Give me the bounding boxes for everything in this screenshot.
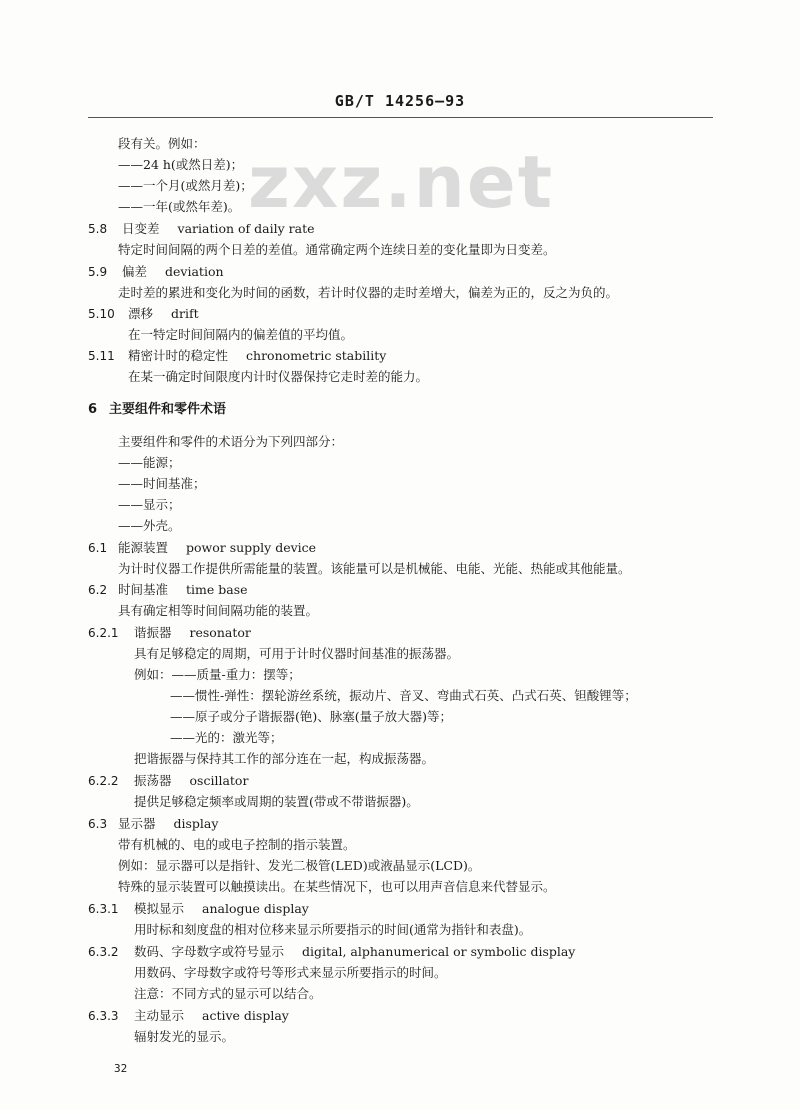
term-heading [122,264,224,280]
term-heading [118,582,248,598]
definition: 具有足够稳定的周期，可用于计时仪器时间基准的振荡器。 [134,646,460,661]
term-zh: 振荡器 [134,773,172,788]
term-zh: 谐振器 [134,625,172,640]
term-heading [134,901,309,917]
term-zh: 精密计时的稳定性 [128,348,229,363]
term-en: display [173,816,219,831]
definition: 特定时间间隔的两个日差的差值。通常确定两个连续日差的变化量即为日变差。 [118,242,556,257]
term-en: chronometric stability [246,348,387,363]
clause-number: 6.2 [88,583,108,597]
list-item: ——外壳。 [118,518,181,533]
clause-number: 6.2.2 [88,774,119,788]
term-zh: 漂移 [128,306,154,321]
definition: 提供足够稳定频率或周期的装置(带或不带谐振器)。 [134,794,419,809]
definition: 用数码、字母数字或符号等形式来显示所要指示的时间。 [134,965,447,980]
clause-number: 6.3 [88,817,108,831]
definition: 把谐振器与保持其工作的部分连在一起，构成振荡器。 [134,751,435,766]
section-title: 主要组件和零件术语 [109,402,227,417]
term-heading [122,221,315,237]
section-intro: 主要组件和零件的术语分为下列四部分： [118,434,344,449]
clause-number: 5.10 [88,307,115,321]
term-zh: 主动显示 [134,1008,185,1023]
definition: 在一特定时间间隔内的偏差值的平均值。 [128,327,354,342]
definition: 特殊的显示装置可以触摸读出。在某些情况下，也可以用声音信息来代替显示。 [118,879,556,894]
term-en: powor supply device [186,540,317,555]
term-heading [118,540,316,556]
definition: 辐射发光的显示。 [134,1029,235,1044]
term-heading [134,625,251,641]
text-line: ——24 h(或然日差)； [118,157,244,172]
term-heading [134,773,248,789]
term-en: time base [186,582,248,597]
list-item: ——能源； [118,455,181,470]
term-zh: 日变差 [122,221,160,236]
page-number: 32 [114,1062,128,1075]
term-zh: 偏差 [122,264,148,279]
definition: 为计时仪器工作提供所需能量的装置。该能量可以是机械能、电能、光能、热能或其他能量。 [118,561,631,576]
clause-number: 5.8 [88,222,108,236]
definition: 具有确定相等时间间隔功能的装置。 [118,603,319,618]
term-heading [134,1008,289,1024]
document-header: GB/T 14256—93 [334,92,466,110]
term-en: deviation [165,264,224,279]
term-en: analogue display [202,901,309,916]
term-heading [118,816,218,832]
example: 例如：显示器可以是指针、发光二极管(LED)或液晶显示(LCD)。 [118,858,481,873]
clause-number: 6.2.1 [88,626,119,640]
section-number: 6 [88,402,98,417]
section-heading [88,402,226,418]
definition: 带有机械的、电的或电子控制的指示装置。 [118,837,356,852]
text-line: ——一个月(或然月差)； [118,178,253,193]
text-line: ——一年(或然年差)。 [118,199,241,214]
note: 注意：不同方式的显示可以结合。 [134,986,322,1001]
clause-number: 6.1 [88,541,108,555]
list-item: ——显示； [118,497,181,512]
term-en: oscillator [189,773,249,788]
term-en: drift [171,306,199,321]
term-zh: 数码、字母数字或符号显示 [134,944,285,959]
term-en: variation of daily rate [177,221,315,236]
definition: 走时差的累进和变化为时间的函数，若计时仪器的走时差增大，偏差为正的，反之为负的。 [118,285,619,300]
term-en: active display [202,1008,289,1023]
example-item: ——光的：激光等； [170,730,283,745]
term-zh: 模拟显示 [134,901,185,916]
example: 例如：——质量-重力：摆等； [134,667,301,682]
example-item: ——惯性-弹性：摆轮游丝系统，振动片、音叉、弯曲式石英、凸式石英、钽酸锂等； [170,688,637,703]
definition: 用时标和刻度盘的相对位移来显示所要指示的时间(通常为指针和表盘)。 [134,922,532,937]
definition: 在某一确定时间限度内计时仪器保持它走时差的能力。 [128,369,429,384]
term-zh: 显示器 [118,816,156,831]
clause-number: 6.3.2 [88,945,119,959]
text-line: 段有关。例如： [118,136,206,151]
term-heading [134,944,575,960]
header-rule [88,117,713,118]
watermark: zxz.net [248,140,555,224]
clause-number: 5.11 [88,349,115,363]
clause-number: 6.3.1 [88,902,119,916]
example-item: ——原子或分子谐振器(铯)、脉塞(量子放大器)等； [170,709,453,724]
list-item: ——时间基准； [118,476,206,491]
term-heading [128,306,199,322]
clause-number: 6.3.3 [88,1009,119,1023]
term-heading [128,348,386,364]
term-en: resonator [189,625,251,640]
term-en: digital, alphanumerical or symbolic display [302,944,576,959]
clause-number: 5.9 [88,265,108,279]
term-zh: 能源装置 [118,540,169,555]
term-zh: 时间基准 [118,582,169,597]
